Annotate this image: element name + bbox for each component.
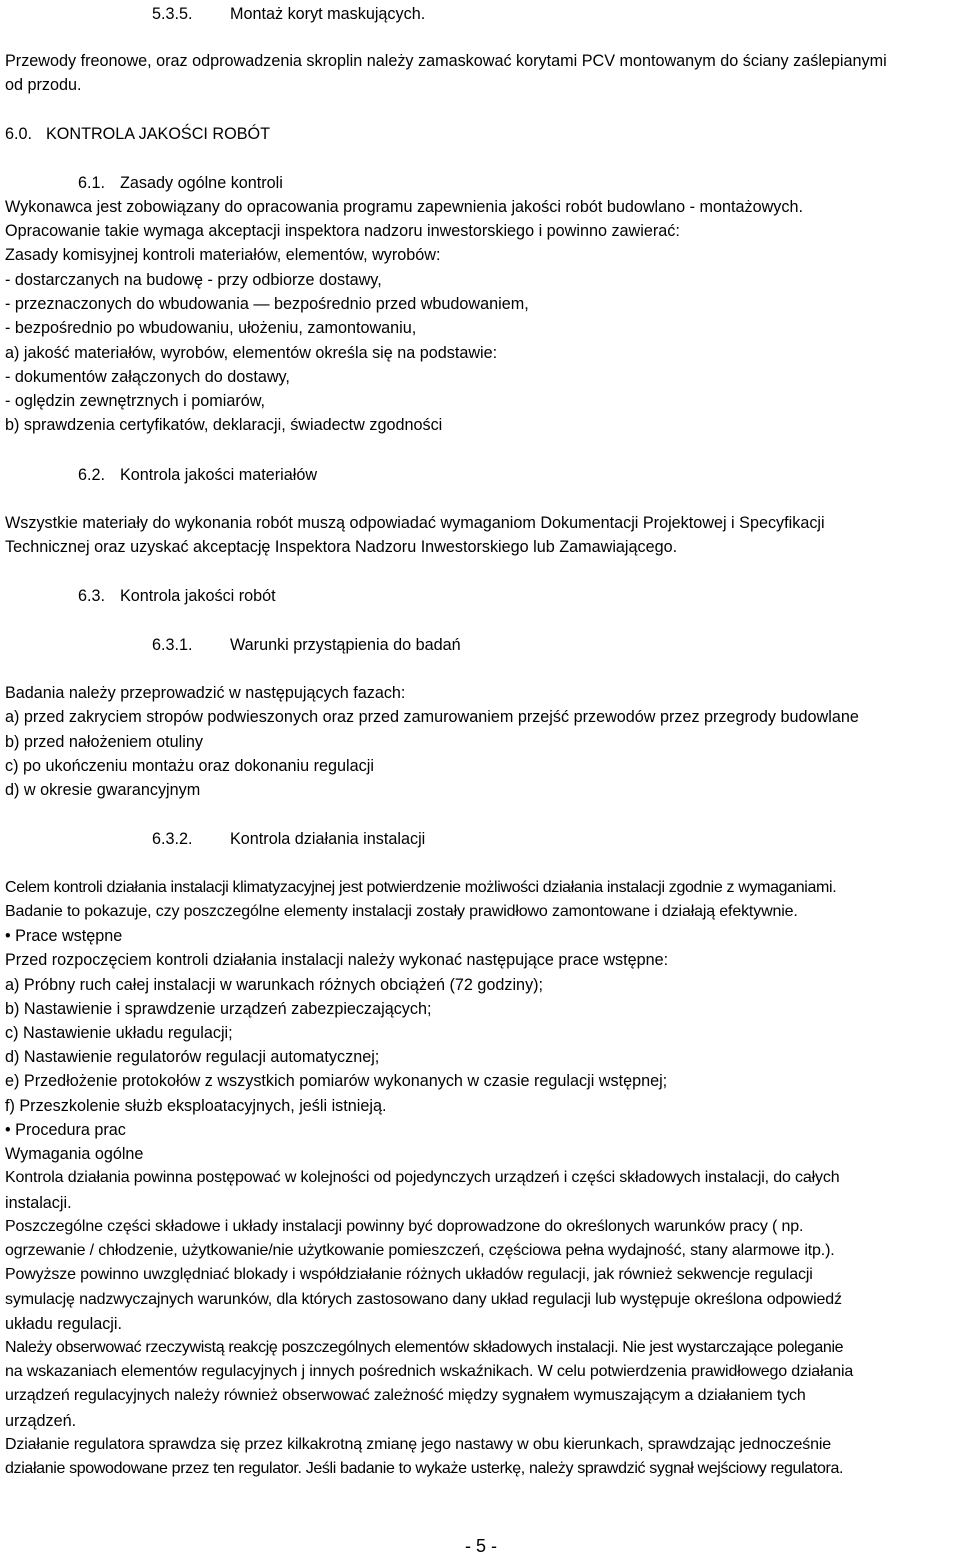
paragraph-line: - bezpośrednio po wbudowaniu, ułożeniu, zamontowaniu, bbox=[5, 319, 417, 337]
paragraph-line: Badania należy przeprowadzić w następujących fazach: bbox=[5, 684, 406, 702]
paragraph-line: Zasady komisyjnej kontroli materiałów, elementów, wyrobów: bbox=[5, 246, 441, 264]
paragraph-line: - dostarczanych na budowę - przy odbiorze dostawy, bbox=[5, 271, 382, 289]
paragraph-line: instalacji. bbox=[5, 1194, 72, 1212]
section-number: 6.1. bbox=[78, 174, 106, 192]
paragraph-line: Poszczególne części składowe i układy instalacji powinny być doprowadzone do określonych warunków pracy ( np. bbox=[5, 1218, 804, 1235]
paragraph-line: a) przed zakryciem stropów podwieszonych oraz przed zamurowaniem przejść przewodów przez przegrody budowlane bbox=[5, 708, 859, 726]
section-title: Kontrola jakości materiałów bbox=[120, 466, 318, 484]
paragraph-line: - oględzin zewnętrznych i pomiarów, bbox=[5, 392, 266, 410]
paragraph-line: Wykonawca jest zobowiązany do opracowania programu zapewnienia jakości robót budowlano - montażowych. bbox=[5, 198, 803, 216]
paragraph-line: b) Nastawienie i sprawdzenie urządzeń zabezpieczających; bbox=[5, 1000, 432, 1018]
paragraph-line: na wskazaniach elementów regulacyjnych j innych pośrednich wskaźnikach. W celu potwierdzenia prawidłowego działania bbox=[5, 1363, 854, 1380]
paragraph-line: Wymagania ogólne bbox=[5, 1145, 144, 1163]
paragraph-line: c) po ukończeniu montażu oraz dokonaniu regulacji bbox=[5, 757, 374, 775]
paragraph-line: urządzeń. bbox=[5, 1412, 77, 1430]
paragraph-line: od przodu. bbox=[5, 76, 82, 94]
section-number: 6.0. bbox=[5, 125, 33, 143]
paragraph-line: Należy obserwować rzeczywistą reakcję poszczególnych elementów składowych instalacji. Nie jest wystarczające poleganie bbox=[5, 1339, 844, 1356]
paragraph-line: a) Próbny ruch całej instalacji w warunkach różnych obciążeń (72 godziny); bbox=[5, 976, 544, 994]
paragraph-line: Celem kontroli działania instalacji klimatyzacyjnej jest potwierdzenie możliwości działania instalacji zgodnie z wymaganiami. bbox=[5, 879, 837, 896]
section-number: 6.3.2. bbox=[152, 830, 193, 848]
section-number: 6.3.1. bbox=[152, 636, 193, 654]
paragraph-line: f) Przeszkolenie służb eksploatacyjnych, jeśli istnieją. bbox=[5, 1097, 387, 1115]
paragraph-line: - przeznaczonych do wbudowania — bezpośrednio przed wbudowaniem, bbox=[5, 295, 529, 313]
section-title: Kontrola jakości robót bbox=[120, 587, 276, 605]
paragraph-line: symulację nadzwyczajnych warunków, dla których zastosowano dany układ regulacji lub występuje określona odpowiedź bbox=[5, 1291, 842, 1308]
section-title: Zasady ogólne kontroli bbox=[120, 174, 283, 192]
bullet-heading: • Prace wstępne bbox=[5, 927, 123, 945]
paragraph-line: Przewody freonowe, oraz odprowadzenia skroplin należy zamaskować korytami PCV montowanym do ściany zaślepianymi bbox=[5, 52, 887, 70]
bullet-heading: • Procedura prac bbox=[5, 1121, 126, 1139]
paragraph-line: Kontrola działania powinna postępować w kolejności od pojedynczych urządzeń i części składowych instalacji, do całych bbox=[5, 1169, 840, 1186]
paragraph-line: e) Przedłożenie protokołów z wszystkich pomiarów wykonanych w czasie regulacji wstępnej; bbox=[5, 1072, 668, 1090]
paragraph-line: Badanie to pokazuje, czy poszczególne elementy instalacji zostały prawidłowo zamontowane i działają efektywnie. bbox=[5, 903, 798, 920]
paragraph-line: d) Nastawienie regulatorów regulacji automatycznej; bbox=[5, 1048, 380, 1066]
paragraph-line: urządzeń regulacyjnych należy również obserwować zależność między sygnałem wymuszającym a działaniem tych bbox=[5, 1387, 806, 1404]
paragraph-line: układu regulacji. bbox=[5, 1315, 122, 1333]
section-number: 6.3. bbox=[78, 587, 106, 605]
section-number: 6.2. bbox=[78, 466, 106, 484]
paragraph-line: - dokumentów załączonych do dostawy, bbox=[5, 368, 290, 386]
section-title: Montaż koryt maskujących. bbox=[230, 5, 426, 23]
paragraph-line: d) w okresie gwarancyjnym bbox=[5, 781, 201, 799]
page-number: - 5 - bbox=[465, 1536, 498, 1556]
paragraph-line: Powyższe powinno uwzględniać blokady i współdziałanie różnych układów regulacji, jak również sekwencje regulacji bbox=[5, 1266, 813, 1283]
paragraph-line: Działanie regulatora sprawdza się przez kilkakrotną zmianę jego nastawy w obu kierunkach, sprawdzając jednocześnie bbox=[5, 1436, 832, 1453]
paragraph-line: Wszystkie materiały do wykonania robót muszą odpowiadać wymaganiom Dokumentacji Projektowej i Specyfikacji bbox=[5, 514, 825, 532]
paragraph-line: c) Nastawienie układu regulacji; bbox=[5, 1024, 233, 1042]
section-title: Kontrola działania instalacji bbox=[230, 830, 426, 848]
section-number: 5.3.5. bbox=[152, 5, 193, 23]
section-title: KONTROLA JAKOŚCI ROBÓT bbox=[46, 125, 270, 143]
paragraph-line: ogrzewanie / chłodzenie, użytkowanie/nie użytkowanie pomieszczeń, częściowa pełna wydajność, stany alarmowe itp.). bbox=[5, 1242, 835, 1259]
paragraph-line: Przed rozpoczęciem kontroli działania instalacji należy wykonać następujące prace wstępne: bbox=[5, 951, 669, 969]
paragraph-line: działanie spowodowane przez ten regulator. Jeśli badanie to wykaże usterkę, należy sprawdzić sygnał wejściowy regulatora. bbox=[5, 1460, 844, 1477]
paragraph-line: b) sprawdzenia certyfikatów, deklaracji, świadectw zgodności bbox=[5, 416, 443, 434]
paragraph-line: b) przed nałożeniem otuliny bbox=[5, 733, 203, 751]
paragraph-line: Opracowanie takie wymaga akceptacji inspektora nadzoru inwestorskiego i powinno zawierać: bbox=[5, 222, 680, 240]
section-title: Warunki przystąpienia do badań bbox=[230, 636, 461, 654]
paragraph-line: Technicznej oraz uzyskać akceptację Inspektora Nadzoru Inwestorskiego lub Zamawiającego. bbox=[5, 538, 678, 556]
paragraph-line: a) jakość materiałów, wyrobów, elementów określa się na podstawie: bbox=[5, 344, 498, 362]
